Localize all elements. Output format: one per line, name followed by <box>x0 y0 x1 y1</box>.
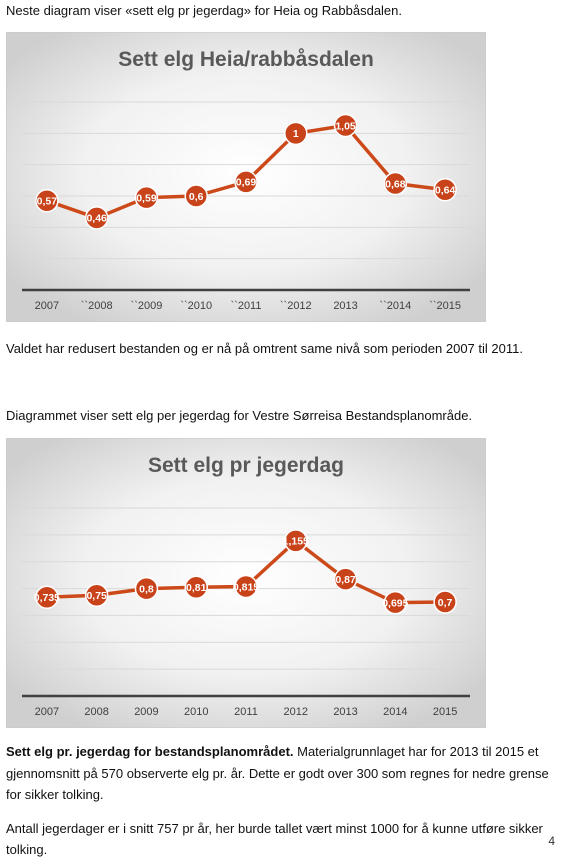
summary-line-3: for sikker tolking. <box>6 787 104 802</box>
data-label: 0,7 <box>437 596 453 609</box>
chart-sett-elg-svg <box>6 438 486 728</box>
summary-line-2: gjennomsnitt på 570 observerte elg pr. år. Dette er godt over 300 som regnes for nedre grense <box>6 766 549 781</box>
x-tick-label: ``2010 <box>180 300 213 312</box>
x-tick-label: ``2008 <box>80 300 113 312</box>
chart-sett-elg <box>6 438 486 728</box>
summary-line-1 <box>6 741 539 762</box>
x-tick-label: ``2015 <box>429 300 462 312</box>
data-label: 0,69 <box>235 176 257 189</box>
page-number: 4 <box>548 834 555 848</box>
chart-title: Sett elg Heia/rabbåsdalen <box>118 48 374 71</box>
summary-bold-heading: Sett elg pr. jegerdag for bestandsplanområdet. <box>6 744 294 759</box>
x-tick-label: 2008 <box>84 706 109 718</box>
chart-heia-rabbasdalen <box>6 32 486 322</box>
last-paragraph-2: tolking. <box>6 842 48 857</box>
data-label: 0,59 <box>136 192 157 205</box>
x-tick-label: 2013 <box>333 300 358 312</box>
x-tick-label: 2014 <box>383 706 408 718</box>
x-tick-label: 2007 <box>34 706 60 718</box>
x-tick-label: ``2009 <box>130 300 163 312</box>
x-tick-label: 2007 <box>34 300 60 312</box>
x-tick-label: ``2014 <box>379 300 412 312</box>
data-label: 0,8 <box>139 583 154 596</box>
data-label: 1,155 <box>282 535 309 548</box>
intro-paragraph-1: Neste diagram viser «sett elg pr jegerdag» for Heia og Rabbåsdalen. <box>6 3 403 18</box>
chart-title: Sett elg pr jegerdag <box>147 454 345 477</box>
x-tick-label: 2013 <box>333 706 358 718</box>
data-label: 0,46 <box>86 212 107 225</box>
last-paragraph: Antall jegerdager er i snitt 757 pr år, her burde tallet vært minst 1000 for å kunne utføre sikker <box>6 821 543 836</box>
data-label: 0,81 <box>186 582 207 595</box>
data-label: 0,6 <box>188 190 204 203</box>
data-label: 1,05 <box>335 120 356 133</box>
data-label: 0,695 <box>382 597 409 610</box>
data-label: 0,735 <box>33 592 61 605</box>
data-label: 0,75 <box>86 590 107 603</box>
x-tick-label: 2012 <box>283 706 309 718</box>
data-label: 1 <box>292 128 299 141</box>
x-tick-label: 2015 <box>432 706 458 718</box>
data-label: 0,57 <box>36 195 58 208</box>
summary-text-1: Materialgrunnlaget har for 2013 til 2015 et <box>293 744 539 759</box>
between-paragraph: Valdet har redusert bestanden og er nå på omtrent same nivå som perioden 2007 til 2011. <box>6 341 523 356</box>
data-label: 0,68 <box>385 178 406 191</box>
intro-paragraph-2: Diagrammet viser sett elg per jegerdag for Vestre Sørreisa Bestandsplanområde. <box>6 408 473 423</box>
data-label: 0,64 <box>434 184 456 197</box>
x-tick-label: 2010 <box>183 706 209 718</box>
x-tick-label: ``2012 <box>279 300 312 312</box>
data-label: 0,87 <box>335 573 356 586</box>
x-tick-label: 2009 <box>134 706 159 718</box>
data-label: 0,815 <box>232 581 260 594</box>
chart-heia-svg <box>6 32 486 322</box>
x-tick-label: 2011 <box>234 706 258 718</box>
x-tick-label: ``2011 <box>230 300 262 312</box>
